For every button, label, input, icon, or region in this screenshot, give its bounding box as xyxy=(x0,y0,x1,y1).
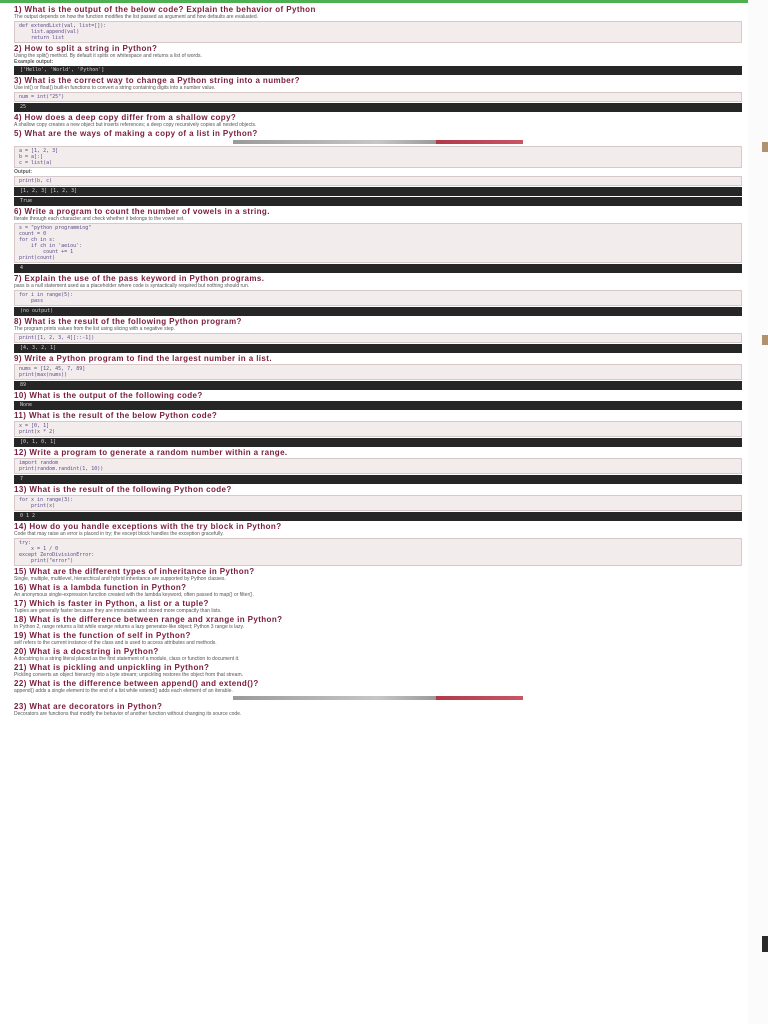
question-heading: 4) How does a deep copy differ from a shallow copy? xyxy=(14,113,237,122)
code-block: print([1, 2, 3, 4][::-1]) xyxy=(14,333,742,343)
question-heading: 13) What is the result of the following Python code? xyxy=(14,485,232,494)
answer-paragraph: A docstring is a string literal placed as the first statement of a module, class or function to document it. xyxy=(14,656,240,662)
answer-paragraph: self refers to the current instance of the class and is used to access attributes and methods. xyxy=(14,640,217,646)
question-heading: 10) What is the output of the following code? xyxy=(14,391,203,400)
answer-paragraph: Use int() or float() built-in functions to convert a string containing digits into a number value. xyxy=(14,85,216,91)
output-block: True xyxy=(14,197,742,206)
answer-paragraph: The output depends on how the function modifies the list passed as argument and how defaults are evaluated. xyxy=(14,14,259,20)
code-block: nums = [12, 45, 7, 89] print(max(nums)) xyxy=(14,364,742,380)
question-heading: 9) Write a Python program to find the largest number in a list. xyxy=(14,354,272,363)
output-block: [4, 3, 2, 1] xyxy=(14,344,742,353)
answer-paragraph: Pickling converts an object hierarchy into a byte stream; unpickling restores the object from that stream. xyxy=(14,672,243,678)
code-block: def extendList(val, list=[]): list.append(val) return list xyxy=(14,21,742,43)
output-block: 7 xyxy=(14,475,742,484)
question-heading: 2) How to split a string in Python? xyxy=(14,44,158,53)
output-block: None xyxy=(14,401,742,410)
answer-paragraph: In Python 2, range returns a list while xrange returns a lazy generator-like object; Python 3 range is lazy. xyxy=(14,624,245,630)
answer-paragraph: Decorators are functions that modify the behavior of another function without changing its source code. xyxy=(14,711,242,717)
output-block: 4 xyxy=(14,264,742,273)
output-label: Output: xyxy=(14,169,33,175)
scroll-rail[interactable] xyxy=(748,0,768,1024)
question-heading: 6) Write a program to count the number of vowels in a string. xyxy=(14,207,270,216)
code-block: num = int("25") xyxy=(14,92,742,102)
code-block: import random print(random.randint(1, 10)) xyxy=(14,458,742,474)
answer-paragraph: The program prints values from the list using slicing with a negative step. xyxy=(14,326,175,332)
output-block: 89 xyxy=(14,381,742,390)
code-block: print(b, c) xyxy=(14,176,742,186)
question-heading: 16) What is a lambda function in Python? xyxy=(14,583,187,592)
output-block: [1, 2, 3] [1, 2, 3] xyxy=(14,187,742,196)
output-block: [0, 1, 0, 1] xyxy=(14,438,742,447)
question-heading: 23) What are decorators in Python? xyxy=(14,702,163,711)
output-block: ['Hello', 'World', 'Python'] xyxy=(14,66,742,75)
answer-paragraph: pass is a null statement used as a placeholder where code is syntactically required but nothing should run. xyxy=(14,283,250,289)
question-heading: 8) What is the result of the following Python program? xyxy=(14,317,242,326)
ad-banner xyxy=(233,140,523,144)
scroll-marker-icon xyxy=(762,335,768,345)
output-block: (no output) xyxy=(14,307,742,316)
answer-paragraph: An anonymous single-expression function created with the lambda keyword, often passed to map() or filter(). xyxy=(14,592,254,598)
code-block: a = [1, 2, 3] b = a[:] c = list(a) xyxy=(14,146,742,168)
article-content xyxy=(14,4,742,1022)
output-block: 0 1 2 xyxy=(14,512,742,521)
answer-paragraph: append() adds a single element to the end of a list while extend() adds each element of an iterable. xyxy=(14,688,233,694)
scroll-marker-icon xyxy=(762,936,768,952)
output-label: Example output: xyxy=(14,59,54,65)
scroll-marker-icon xyxy=(762,142,768,152)
code-block: for x in range(3): print(x) xyxy=(14,495,742,511)
ad-banner xyxy=(233,696,523,700)
question-heading: 3) What is the correct way to change a Python string into a number? xyxy=(14,76,300,85)
question-heading: 7) Explain the use of the pass keyword in Python programs. xyxy=(14,274,265,283)
answer-paragraph: A shallow copy creates a new object but inserts references; a deep copy recursively copies all nested objects. xyxy=(14,122,257,128)
code-block: for i in range(5): pass xyxy=(14,290,742,306)
answer-paragraph: Code that may raise an error is placed in try; the except block handles the exception gracefully. xyxy=(14,531,224,537)
question-heading: 19) What is the function of self in Python? xyxy=(14,631,191,640)
code-block: x = [0, 1] print(x * 2) xyxy=(14,421,742,437)
answer-paragraph: Iterate through each character and check whether it belongs to the vowel set. xyxy=(14,216,185,222)
question-heading: 17) Which is faster in Python, a list or a tuple? xyxy=(14,599,209,608)
question-heading: 11) What is the result of the below Python code? xyxy=(14,411,218,420)
question-heading: 12) Write a program to generate a random number within a range. xyxy=(14,448,288,457)
code-block: s = "python programming" count = 0 for ch in s: if ch in 'aeiou': count += 1 print(count) xyxy=(14,223,742,263)
question-heading: 14) How do you handle exceptions with the try block in Python? xyxy=(14,522,282,531)
output-block: 25 xyxy=(14,103,742,112)
question-heading: 18) What is the difference between range and xrange in Python? xyxy=(14,615,283,624)
question-heading: 20) What is a docstring in Python? xyxy=(14,647,159,656)
question-heading: 21) What is pickling and unpickling in Python? xyxy=(14,663,210,672)
code-block: try: x = 1 / 0 except ZeroDivisionError: print("error") xyxy=(14,538,742,566)
question-heading: 15) What are the different types of inheritance in Python? xyxy=(14,567,255,576)
answer-paragraph: Tuples are generally faster because they are immutable and stored more compactly than lists. xyxy=(14,608,222,614)
question-heading: 22) What is the difference between append() and extend()? xyxy=(14,679,259,688)
top-accent-bar xyxy=(0,0,768,3)
answer-paragraph: Using the split() method. By default it splits on whitespace and returns a list of words. xyxy=(14,53,202,59)
question-heading: 1) What is the output of the below code? Explain the behavior of Python xyxy=(14,5,316,14)
question-heading: 5) What are the ways of making a copy of a list in Python? xyxy=(14,129,258,138)
answer-paragraph: Single, multiple, multilevel, hierarchical and hybrid inheritance are supported by Python classes. xyxy=(14,576,226,582)
